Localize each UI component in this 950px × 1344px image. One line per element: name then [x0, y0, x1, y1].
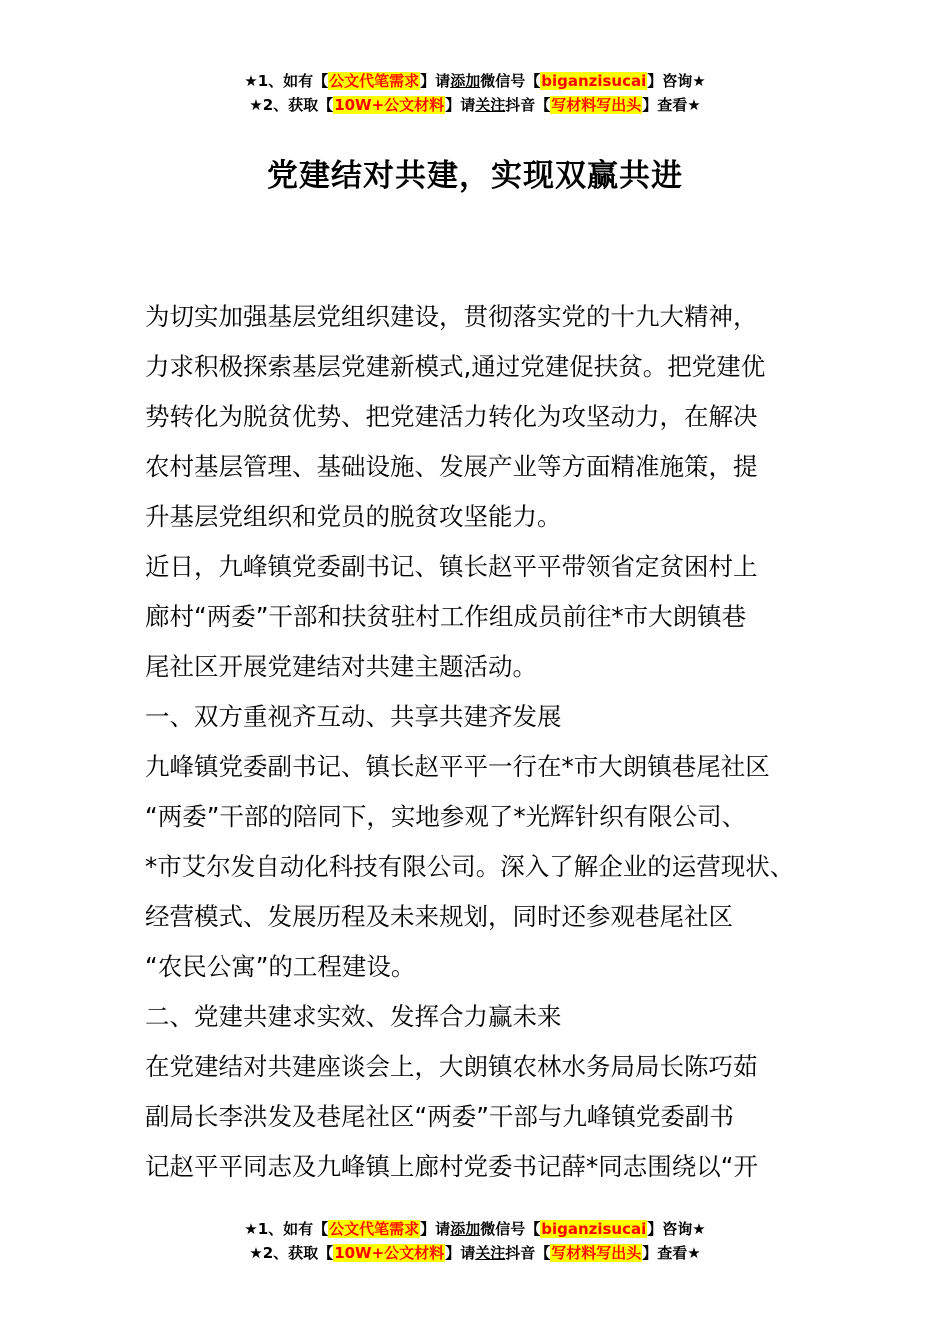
header-promo	[0, 70, 950, 118]
section-heading: 二、党建共建求实效、发挥合力赢未来	[145, 1002, 562, 1031]
promo-text: 】请	[420, 1220, 451, 1238]
promo-text: 】请	[420, 72, 451, 90]
douyin-account: 写材料写出头	[551, 96, 642, 114]
promo-line-2	[0, 94, 950, 118]
section-heading: 一、双方重视齐互动、共享共建齐发展	[145, 702, 562, 731]
paragraph: 九峰镇党委副书记、镇长赵平平一行在*市大朗镇巷尾社区 “两委”干部的陪同下，实地参观了*光辉针织有限公司、 *市艾尔发自动化科技有限公司。深入了解企业的运营现状、 经营模式、发展历程及未来规划，同时还参观巷尾社区 “农民公寓”的工程建设。	[145, 752, 795, 981]
promo-underlined: 添加	[450, 72, 481, 90]
promo-line-2	[0, 1242, 950, 1266]
paragraph: 在党建结对共建座谈会上，大朗镇农林水务局局长陈巧茹 副局长李洪发及巷尾社区“两委”干部与九峰镇党委副书 记赵平平同志及九峰镇上廊村党委书记薛*同志围绕以“开	[145, 1052, 758, 1181]
promo-text: 抖音【	[505, 1244, 551, 1262]
promo-underlined: 添加	[450, 1220, 481, 1238]
promo-text: ★1、如有【	[244, 1220, 329, 1238]
promo-highlight: 公文代笔需求	[329, 72, 420, 90]
promo-text: 】咨询★	[647, 1220, 706, 1238]
promo-text: 】查看★	[642, 1244, 701, 1262]
promo-line-1	[0, 1218, 950, 1242]
promo-text: 】请	[445, 96, 476, 114]
promo-text: 】咨询★	[647, 72, 706, 90]
promo-text: ★2、获取【	[249, 96, 334, 114]
promo-highlight: 10W+公文材料	[334, 96, 445, 114]
document-title: 党建结对共建，实现双赢共进	[267, 158, 683, 194]
promo-underlined: 关注	[475, 96, 506, 114]
wechat-id: biganzisucai	[541, 1220, 647, 1238]
promo-text: 抖音【	[505, 96, 551, 114]
promo-text: 】查看★	[642, 96, 701, 114]
promo-text: 微信号【	[480, 72, 541, 90]
document-body	[145, 292, 825, 1192]
douyin-account: 写材料写出头	[551, 1244, 642, 1262]
promo-text: ★2、获取【	[249, 1244, 334, 1262]
promo-highlight: 公文代笔需求	[329, 1220, 420, 1238]
paragraph: 近日，九峰镇党委副书记、镇长赵平平带领省定贫困村上 廊村“两委”干部和扶贫驻村工作组成员前往*市大朗镇巷 尾社区开展党建结对共建主题活动。	[145, 552, 758, 681]
promo-underlined: 关注	[475, 1244, 506, 1262]
promo-text: 微信号【	[480, 1220, 541, 1238]
wechat-id: biganzisucai	[541, 72, 647, 90]
promo-line-1	[0, 70, 950, 94]
promo-highlight: 10W+公文材料	[334, 1244, 445, 1262]
paragraph: 为切实加强基层党组织建设，贯彻落实党的十九大精神， 力求积极探索基层党建新模式,通过党建促扶贫。把党建优 势转化为脱贫优势、把党建活力转化为攻坚动力，在解决 农村基层管理、基础设施、发展产业等方面精准施策，提 升基层党组织和党员的脱贫攻坚能力。	[145, 302, 766, 531]
footer-promo	[0, 1218, 950, 1266]
promo-text: ★1、如有【	[244, 72, 329, 90]
promo-text: 】请	[445, 1244, 476, 1262]
